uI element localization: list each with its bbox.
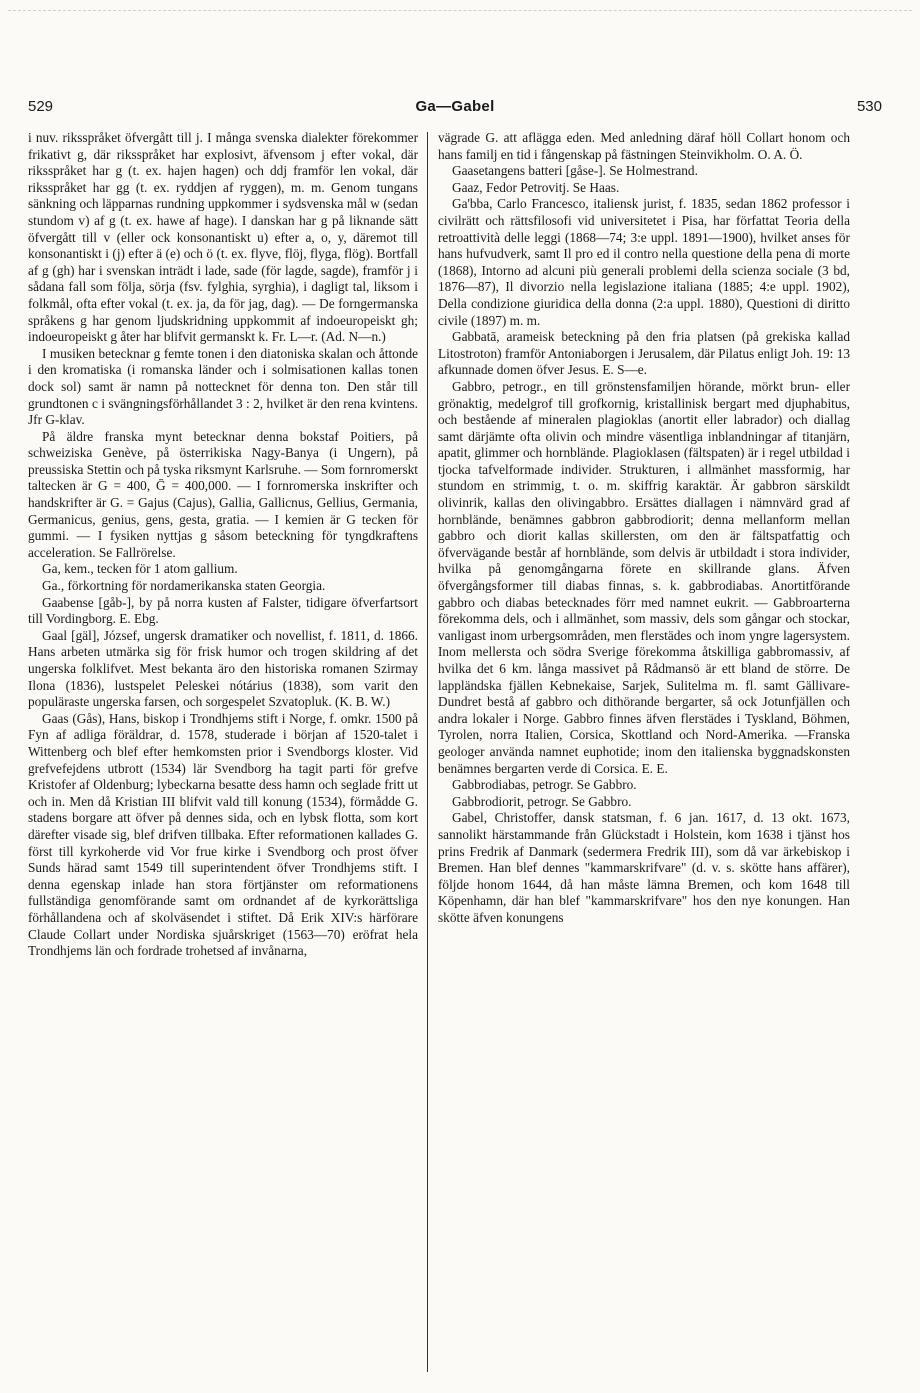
entry-gaaz: Gaaz, Fedor Petrovitj. Se Haas. [452,179,620,195]
entry-gaal: Gaal [gäl], József, ungersk dramatiker och novellist, f. 1811, d. 1866. Hans arbeten utmärka sig för frisk humor och trogen skildring af det ungerska folklifvet. Mest bekanta äro den historiska romanen Szirmay Ilona (1836), lustspelet Peleskei nótárius (1838), som varit den populäraste ungerska farsen, och sorgespelet Szvatopluk. (K. B. W.) [28,627,418,710]
entry-gabba: Ga'bba, Carlo Francesco, italiensk jurist, f. 1835, sedan 1862 professor i civilrätt och rättsfilosofi vid universitetet i Pisa, har författat Teoria della retroattività delle leggi (1868—74; 3:e uppl. 1891—1900), hvilket anses för hans hufvudverk, samt Il pro ed il contro nella questione della pena di morte (1868), Intorno ad alcuni più generali problemi della scienza sociale (3 bd, 1876—87), Il divorzio nella legislazione italiana (1885; 4:e uppl. 1902), Della condizione giuridica della donna (2:a uppl. 1880), Questioni di diritto civile (1897) m. m. [438,196,850,328]
column-divider [427,132,428,1372]
scan-top-border [8,10,912,11]
entry-g-continuation: i nuv. riksspråket öfvergått till j. I många svenska dialekter förekommer frikativt g, där riksspråket har explosivt, äfvensom j efter vokal, där riksspråket har g (t. ex. hajen hagen) och ddj framför len vokal, där riksspråket har gg (t. ex. ryddjen af ryggen), m. m. Genom tungans sänkning och läpparnas rundning uppkommer i sydsvenska mål w (sedan stundom v) af g (t. ex. hawe af hage). I danskan har g på liknande sätt öfvergått till v (eller ock konsonantiskt u) efter a, o, y, däremot till konsonantiskt i (j) efter ä (e) och ö (t. ex. flyve, flöj, flyga, flög). Bortfall af g (gh) har i svenskan inträdt i lade, sade (för lagde, sagde), framför j i sådana fall som följa, sörja (fsv. fylghia, syrghia), i dagligt tal, liksom i folkmål, ofta efter vokal (t. ex. ja, da för jag, dag). — De forngermanska språkens g har genom ljudskridning uppkommit af indoeuropeiskt gh; indoeuropeiskt g åter har blifvit germanskt k. Fr. L—r. (Ad. N—n.) [28,130,418,345]
entry-gaas-continuation: vägrade G. att aflägga eden. Med anledning däraf höll Collart honom och hans familj en tid i fångenskap på fästningen Steinvikholm. O. A. Ö. [438,130,850,162]
entry-gabbro: Gabbro, petrogr., en till grönstensfamiljen hörande, mörkt brun- eller grönaktig, medelgrof till grofkornig, kristallinisk bergart med djuphabitus, och bestående af mineralen plagioklas (anortit eller labrador) och diallag samt därjämte ofta olivin och mindre väsentliga inblandningar af titanjärn, apatit, glimmer och hornblände. Plagioklasen (fältspaten) är i regel utbildad i tjocka tafvelformade individer. Strukturen, i allmänhet massformig, har stundom en strimmig, t. o. m. skiffrig karaktär. Är gabbron särskildt olivinrik, kallas den olivingabbro. Ersättes diallagen i nämnvärd grad af hornblände, benämnes gabbron gabbrodiorit; denna mellanform mellan gabbro och diorit kallas skillersten, om den är fältspatfattig och öfvervägande består af hornblände, som delvis är utbildadt i stora individer, hvilka på genomgångarna förete en skillrande glans. Äfven öfvergångsformer till diabas finnas, s. k. gabbrodiabas. Anortitförande gabbro och diabas betecknades förr med namnet eukrit. — Gabbroarterna förekomma dels, och i allmänhet, som massiv, dels som gångar och stockar, vanligast inom urbergsområden, men flerstädes och inom yngre lagersystem. Inom mellersta och södra Sverige förekomma åtskilliga gabbromassiv, af hvilka det 6 km. långa massivet på Rådmansö är ett bland de större. De lappländska fjällen Kebnekaise, Sarjek, Sulitelma m. fl. samt Gällivare-Dundret bestå af gabbro och dithörande bergarter, så ock Jotunfjällen och andra lokaler i Norge. Gabbro finnes äfven flerstädes i Tyskland, Böhmen, Tyrolen, norra Italien, Corsica, Skottland och Nord-Amerika. —Franska geologer använda namnet euphotide; inom den italienska byggnadskonsten benämnes bergarten verde di Corsica. E. E. [438,378,850,776]
entry-gabbata: Gabbatā, arameisk beteckning på den fria platsen (på grekiska kallad Litostroton) framför Antoniaborgen i Jerusalem, där Pilatus enligt Joh. 19: 13 afkunnade domen öfver Jesus. E. S—e. [438,329,850,378]
page-number-right: 530 [856,98,882,115]
entry-g-coins: På äldre franska mynt betecknar denna bokstaf Poitiers, på schweiziska Genève, på österrikiska Nagy-Banya (i Ungern), på preussiska Stettin och på tyska riksmynt Karlsruhe. — Som fornromerskt taltecken är G = 400, Ḡ = 400,000. — I fornromerska inskrifter och handskrifter är G. = Gajus (Cajus), Gallia, Gallicnus, Gellius, Germania, Germanicus, genius, gens, gesta, gratia. — I kemien är G tecken för gummi. — I fysiken nyttjas g såsom beteckning för tyngdkraftens acceleration. Se Fallrörelse. [28,428,418,560]
entry-gabbrodiabas: Gabbrodiabas, petrogr. Se Gabbro. [452,777,637,793]
entry-gaas: Gaas (Gås), Hans, biskop i Trondhjems stift i Norge, f. omkr. 1500 på Fyn af adliga föräldrar, d. 1578, studerade i början af 1520-talet i Wittenberg och blef efter hemkomsten prior i Svendborgs kloster. Vid grefvefejdens utbrott (1534) lär Svendborg ha tagit parti för grefve Kristofer af Oldenburg; lybeckarna besatte dess hamn och seglade fritt ut och in. Men då Kristian III blifvit vald till konung (1534), förmådde G. stadens borgare att öfver på dennes sida, och en lybsk flotta, som kort därefter visade sig, blef drifven tillbaka. Efter reformationen kallades G. först till kyrkoherde vid Vor frue kirke i Svendborg och prost öfver Sunds härad samt 1549 till superintendent öfver Trondhjems stift. I denna egenskap inlade han stora förtjänster om reformationens fullständiga genomförande samt om ordnandet af de kyrkorättsliga förhållandena och af skolväsendet i stiftet. Då Erik XIV:s härförare Claude Collart under Nordiska sjuårskriget (1563—70) eröfrat hela Trondhjems län och fordrade trohetsed af invånarna, [28,710,418,959]
page-number-left: 529 [28,98,54,115]
page-header [28,98,882,120]
entry-gabbrodiorit: Gabbrodiorit, petrogr. Se Gabbro. [452,793,632,809]
left-column [28,130,418,1380]
entry-gaabense: Gaabense [gåb-], by på norra kusten af Falster, tidigare öfverfartsort till Vordingborg. E. Ebg. [28,594,418,627]
running-title: Ga—Gabel [415,98,495,115]
entry-ga-kem: Ga, kem., tecken för 1 atom gallium. [42,561,238,577]
entry-ga-georgia: Ga., förkortning för nordamerikanska staten Georgia. [42,578,326,594]
entry-gaasetangens: Gaasetangens batteri [gåse-]. Se Holmestrand. [452,163,698,179]
entry-gabel: Gabel, Christoffer, dansk statsman, f. 6 jan. 1617, d. 13 okt. 1673, sannolikt härstammande från Glückstadt i Holstein, kom 1638 i tjänst hos prins Fredrik af Danmark (sedermera Fredrik III), som då var ärkebiskop i Bremen. Han blef dennes "kammarskrifvare" (d. v. s. skötte hans affärer), följde honom 1644, då han måste lämna Bremen, och kom 1648 till Köpenhamn, där han blef "kammarskrifvare" hos den nye konungen. Han skötte äfven konungens [438,810,850,925]
entry-g-music: I musiken betecknar g femte tonen i den diatoniska skalan och åttonde i den kromatiska (i romanska länder och i solmisationen kallas tonen dock sol) samt är namn på nottecknet för denna ton. Den står till grundtonen c i svängningsförhållandet 3 : 2, hvilket är den rena kvintens. Jfr G-klav. [28,345,418,428]
right-column [438,130,850,1380]
